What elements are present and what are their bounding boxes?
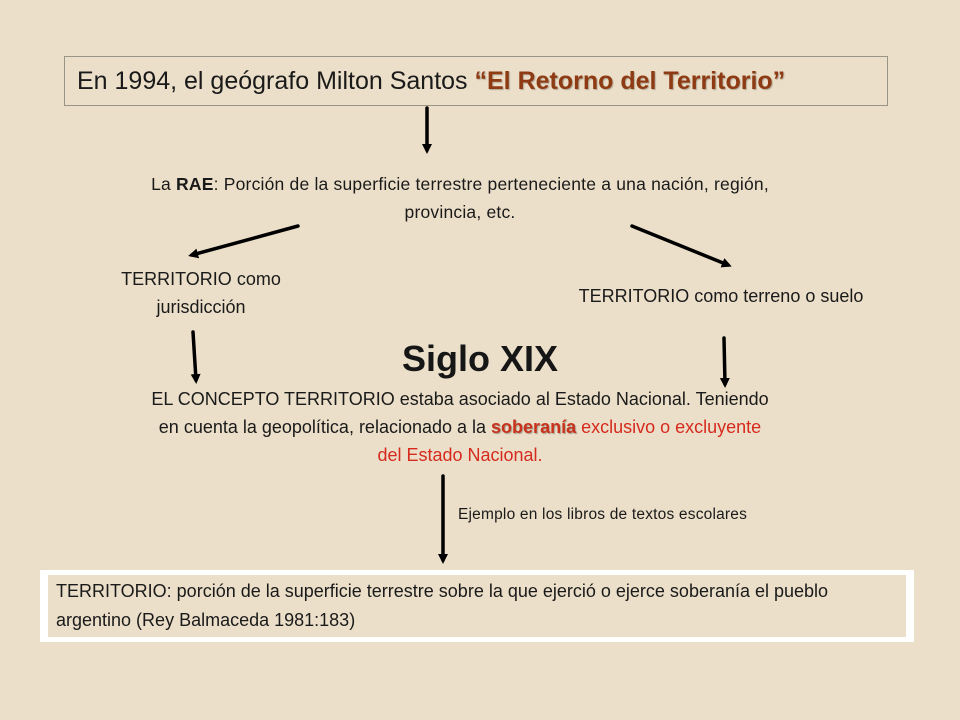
siglo-title: Siglo XIX bbox=[401, 338, 559, 379]
example-note: Ejemplo en los libros de textos escolares bbox=[458, 506, 748, 523]
arrow-left-down bbox=[193, 332, 196, 380]
title-highlight: “El Retorno del Territorio” bbox=[474, 67, 786, 95]
territorio-jurisdiccion: TERRITORIO como jurisdicción bbox=[121, 269, 281, 317]
arrow-rae-to-right bbox=[632, 226, 728, 265]
concept-red-text: exclusivo o excluyente del Estado Nacional. bbox=[377, 417, 762, 465]
title-text: En 1994, el geógrafo Milton Santos bbox=[77, 67, 475, 95]
concept-text: EL CONCEPTO TERRITORIO estaba asociado al Estado Nacional. Teniendo en cuenta la geopolítica, relacionado a la bbox=[151, 389, 769, 437]
territorio-terreno: TERRITORIO como terreno o suelo bbox=[578, 286, 864, 306]
rae-text: : Porción de la superficie terrestre perteneciente a una nación, región, provincia, etc. bbox=[213, 174, 769, 222]
soberania-word: soberanía bbox=[491, 417, 577, 437]
arrow-rae-to-left bbox=[192, 226, 298, 255]
definition-text: TERRITORIO: porción de la superficie terrestre sobre la que ejerció o ejerce soberanía el pueblo argentino (Rey Balmaceda 1981:183) bbox=[48, 575, 906, 637]
arrow-right-down bbox=[724, 338, 725, 384]
rae-label: RAE bbox=[176, 174, 214, 194]
rae-prefix: La bbox=[151, 174, 177, 194]
